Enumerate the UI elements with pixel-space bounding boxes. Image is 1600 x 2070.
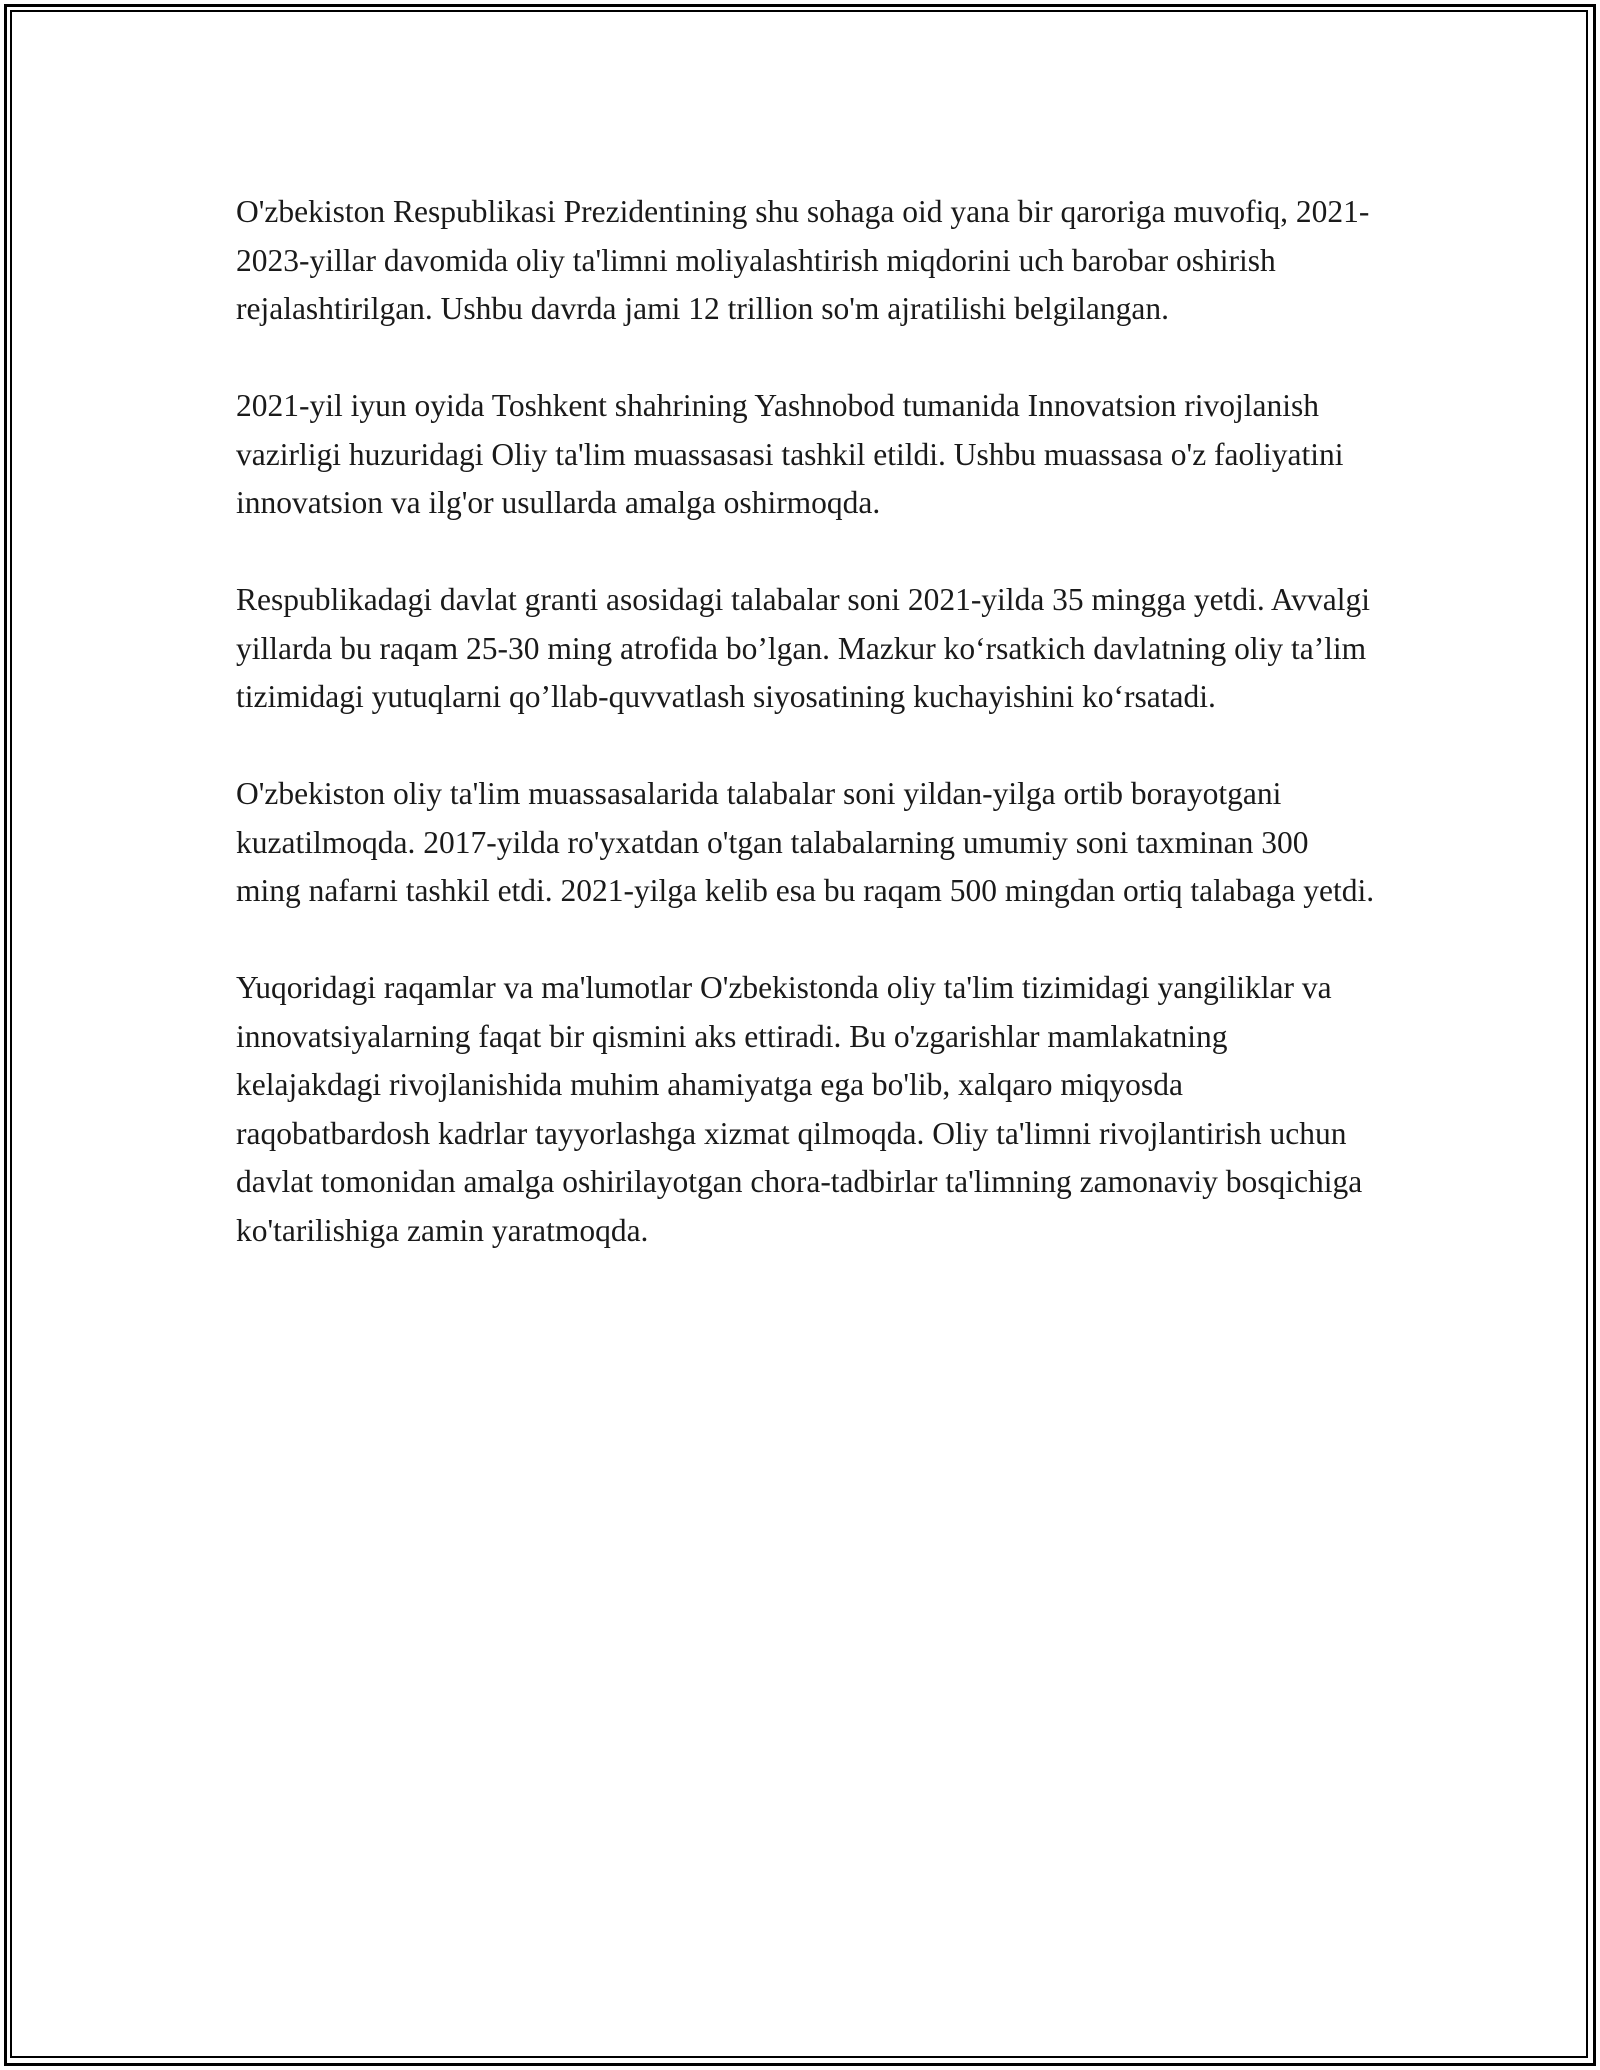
paragraph-institution: 2021-yil iyun oyida Toshkent shahrining Yashnobod tumanida Innovatsion rivojlanish vazirligi huzuridagi Oliy ta'lim muassasasi tashkil etildi. Ushbu muassasa o'z faoliyatini innovatsion va ilg'or usullarda amalga oshirmoqda. bbox=[236, 388, 1344, 520]
document-body bbox=[236, 188, 1376, 1304]
paragraph-conclusion: Yuqoridagi raqamlar va ma'lumotlar O'zbekistonda oliy ta'lim tizimidagi yangiliklar va innovatsiyalarning faqat bir qismini aks ettiradi. Bu o'zgarishlar mamlakatning kelajakdagi rivojlanishida muhim ahamiyatga ega bo'lib, xalqaro miqyosda raqobatbardosh kadrlar tayyorlashga xizmat qilmoqda. Oliy ta'limni rivojlantirish uchun davlat tomonidan amalga oshirilayotgan chora-tadbirlar ta'limning zamonaviy bosqichiga ko'tarilishiga zamin yaratmoqda. bbox=[236, 970, 1363, 1248]
paragraph-student-count: O'zbekiston oliy ta'lim muassasalarida talabalar soni yildan-yilga ortib borayotgani kuzatilmoqda. 2017-yilda ro'yxatdan o'tgan talabalarning umumiy soni taxminan 300 ming nafarni tashkil etdi. 2021-yilga kelib esa bu raqam 500 mingdan ortiq talabaga yetdi. bbox=[236, 776, 1375, 908]
paragraph-budget: O'zbekiston Respublikasi Prezidentining shu sohaga oid yana bir qaroriga muvofiq, 2021-2023-yillar davomida oliy ta'limni moliyalashtirish miqdorini uch barobar oshirish rejalashtirilgan. Ushbu davrda jami 12 trillion so'm ajratilishi belgilangan. bbox=[236, 194, 1370, 326]
paragraph-grants: Respublikadagi davlat granti asosidagi talabalar soni 2021-yilda 35 mingga yetdi. Avvalgi yillarda bu raqam 25-30 ming atrofida bo’lgan. Mazkur ko‘rsatkich davlatning oliy ta’lim tizimidagi yutuqlarni qo’llab-quvvatlash siyosatining kuchayishini ko‘rsatadi. bbox=[236, 582, 1371, 714]
